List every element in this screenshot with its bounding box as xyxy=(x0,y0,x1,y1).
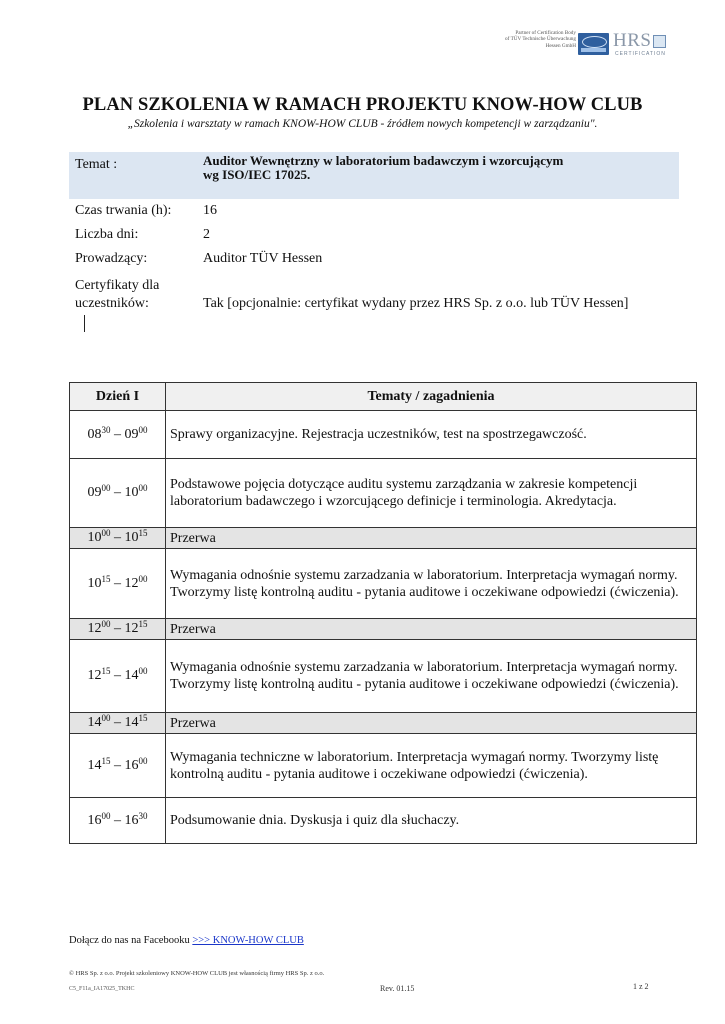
certyfikaty-label-line-2: uczestników: xyxy=(75,296,149,311)
table-row xyxy=(70,459,697,528)
certyfikaty-value: Tak [opcjonalnie: certyfikat wydany przez HRS Sp. z o.o. lub TÜV Hessen] xyxy=(203,296,629,311)
facebook-link[interactable]: >>> KNOW-HOW CLUB xyxy=(192,935,304,946)
topic-cell: Przerwa xyxy=(166,619,697,640)
time-cell: $14^{00} - 14^{15}$ xyxy=(70,713,166,734)
table-row-break xyxy=(70,713,697,734)
czas-label: Czas trwania (h): xyxy=(75,203,172,218)
certyfikaty-label-line-1: Certyfikaty dla xyxy=(75,278,160,293)
time-cell: $10^{00} - 10^{15}$ xyxy=(70,528,166,549)
topic-cell: Wymagania odnośnie systemu zarzadzania w laboratorium. Interpretacja wymagań normy. Tworzymy listę kontrolną auditu - pytania auditowe i oczekiwane odpowiedzi (ćwiczenia). xyxy=(166,549,697,619)
revision-label: Rev. 01.15 xyxy=(380,984,415,993)
document-title: PLAN SZKOLENIA W RAMACH PROJEKTU KNOW-HOW CLUB xyxy=(82,95,643,115)
dni-label: Liczba dni: xyxy=(75,227,139,242)
topic-cell: Wymagania odnośnie systemu zarzadzania w laboratorium. Interpretacja wymagań normy. Tworzymy listę kontrolną auditu - pytania auditowe i oczekiwane odpowiedzi (ćwiczenia). xyxy=(166,640,697,713)
topic-cell: Przerwa xyxy=(166,713,697,734)
time-cell: $14^{15} - 16^{00}$ xyxy=(70,734,166,798)
prowadzacy-label: Prowadzący: xyxy=(75,251,148,266)
partner-line: Partner of Certification Body xyxy=(515,30,576,36)
facebook-line xyxy=(69,935,304,946)
tuv-logo-icon xyxy=(578,33,609,55)
time-cell: $16^{00} - 16^{30}$ xyxy=(70,798,166,844)
time-cell: $09^{00} - 10^{00}$ xyxy=(70,459,166,528)
table-row xyxy=(70,549,697,619)
table-row-break xyxy=(70,528,697,549)
prowadzacy-value: Auditor TÜV Hessen xyxy=(203,251,323,266)
day-header: Dzień I xyxy=(70,383,166,411)
partner-text xyxy=(478,30,576,49)
temat-label: Temat : xyxy=(75,157,118,172)
temat-value xyxy=(203,154,563,182)
topic-cell: Podstawowe pojęcia dotyczące auditu systemu zarządzania w zakresie kompetencji laboratorium badawczego i wzorcującego definicje i terminologia. Akredytacja. xyxy=(166,459,697,528)
facebook-text: Dołącz do nas na Facebooku xyxy=(69,935,193,946)
time-cell: $08^{30} - 09^{00}$ xyxy=(70,411,166,459)
document-code: C5_F11a_IA17025_TKHC xyxy=(69,986,135,992)
topics-header: Tematy / zagadnienia xyxy=(166,383,697,411)
schedule-table xyxy=(69,382,697,844)
time-cell: $10^{15} - 12^{00}$ xyxy=(70,549,166,619)
time-cell: $12^{15} - 14^{00}$ xyxy=(70,640,166,713)
temat-line-2: wg ISO/IEC 17025. xyxy=(203,167,311,182)
page-number: 1 z 2 xyxy=(633,982,649,991)
partner-line: Hessen GmbH xyxy=(545,42,576,49)
document-subtitle: „Szkolenia i warsztaty w ramach KNOW-HOW CLUB - źródłem nowych kompetencji w zarządzaniu". xyxy=(127,118,598,130)
hrs-logo-square-icon xyxy=(653,35,666,48)
schedule-header-row xyxy=(70,383,697,411)
topic-cell: Podsumowanie dnia. Dyskusja i quiz dla słuchaczy. xyxy=(166,798,697,844)
dni-value: 2 xyxy=(203,227,210,242)
table-row-break xyxy=(70,619,697,640)
czas-value: 16 xyxy=(203,203,217,218)
time-cell: $12^{00} - 12^{15}$ xyxy=(70,619,166,640)
topic-cell: Sprawy organizacyjne. Rejestracja uczestników, test na spostrzegawczość. xyxy=(166,411,697,459)
table-row xyxy=(70,798,697,844)
hrs-certification-logo xyxy=(613,31,669,57)
hrs-logo-text: HRS xyxy=(613,30,652,51)
temat-line-1: Auditor Wewnętrzny w laboratorium badawczym i wzorcującym xyxy=(203,153,564,168)
text-cursor xyxy=(84,315,85,332)
copyright-note: © HRS Sp. z o.o. Projekt szkoleniowy KNOW-HOW CLUB jest własnością firmy HRS Sp. z o.o. xyxy=(69,970,325,977)
topic-cell: Wymagania techniczne w laboratorium. Interpretacja wymagań normy. Tworzymy listę kontrolną auditu - pytania auditowe i oczekiwane odpowiedzi (ćwiczenia). xyxy=(166,734,697,798)
hrs-logo-subtext: CERTIFICATION xyxy=(615,51,666,57)
partner-line: of TÜV Technische Überwachung xyxy=(505,36,576,43)
table-row xyxy=(70,411,697,459)
topic-cell: Przerwa xyxy=(166,528,697,549)
table-row xyxy=(70,734,697,798)
table-row xyxy=(70,640,697,713)
